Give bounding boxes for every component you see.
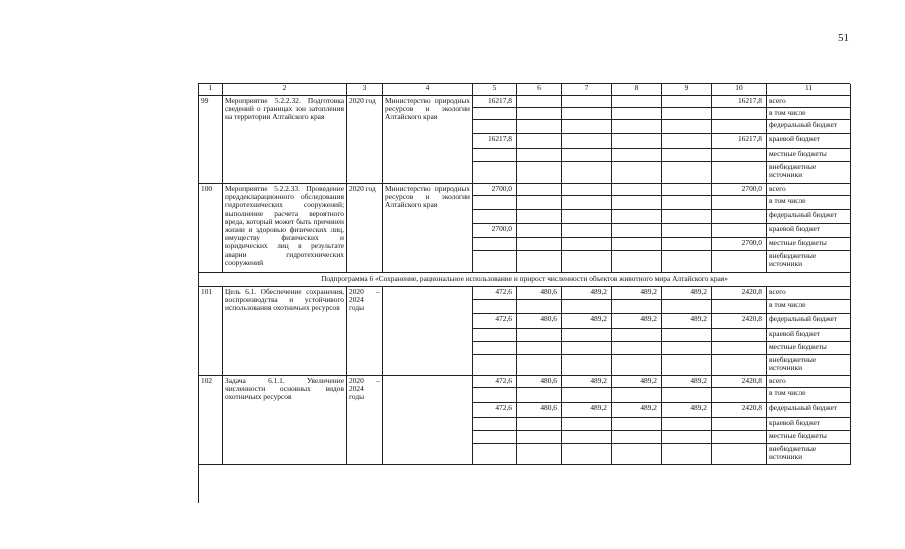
column-header: 6 xyxy=(517,84,562,96)
value-cell xyxy=(712,355,767,376)
funding-source-label: в том числе xyxy=(767,388,851,403)
value-cell xyxy=(662,162,712,184)
value-cell xyxy=(517,251,562,273)
funding-source-label: всего xyxy=(767,287,851,300)
value-cell xyxy=(612,388,662,403)
value-cell xyxy=(517,388,562,403)
measure-name: Мероприятие 5.2.2.32. Подготовка сведений о границах зон затопления на территории Алтайского края xyxy=(223,96,347,184)
value-cell: 480,6 xyxy=(517,287,562,300)
column-header: 8 xyxy=(612,84,662,96)
value-cell: 2420,8 xyxy=(712,314,767,329)
value-cell xyxy=(517,418,562,431)
row-number: 102 xyxy=(199,376,223,465)
period: 2020 – 2024 годы xyxy=(347,376,383,465)
value-cell xyxy=(612,251,662,273)
value-cell xyxy=(517,134,562,149)
value-cell: 2420,8 xyxy=(712,403,767,418)
row-number: 101 xyxy=(199,287,223,376)
value-cell xyxy=(612,238,662,251)
value-cell xyxy=(612,329,662,342)
column-header: 9 xyxy=(662,84,712,96)
value-cell: 16217,8 xyxy=(473,134,517,149)
funding-source-label: местные бюджеты xyxy=(767,431,851,444)
value-cell xyxy=(612,184,662,196)
value-cell xyxy=(662,444,712,465)
value-cell xyxy=(473,196,517,210)
value-cell xyxy=(517,342,562,355)
value-cell xyxy=(712,149,767,162)
value-cell xyxy=(662,134,712,149)
funding-source-label: в том числе xyxy=(767,300,851,314)
measure-name: Цель 6.1. Обеспечение сохранения, воспроизводства и устойчивого использования охотничьих ресурсов xyxy=(223,287,347,376)
value-cell: 489,2 xyxy=(562,403,612,418)
value-cell: 472,6 xyxy=(473,287,517,300)
executor: Министерство природных ресурсов и экологии Алтайского края xyxy=(383,96,473,184)
value-cell xyxy=(473,388,517,403)
value-cell xyxy=(662,329,712,342)
executor xyxy=(383,376,473,465)
value-cell xyxy=(517,184,562,196)
column-header: 10 xyxy=(712,84,767,96)
value-cell xyxy=(562,134,612,149)
value-cell xyxy=(473,238,517,251)
value-cell xyxy=(562,210,612,224)
row-number: 100 xyxy=(199,184,223,273)
value-cell: 16217,8 xyxy=(712,134,767,149)
value-cell xyxy=(473,108,517,120)
funding-source-label: федеральный бюджет xyxy=(767,403,851,418)
value-cell xyxy=(562,342,612,355)
value-cell: 16217,8 xyxy=(712,96,767,108)
column-header: 4 xyxy=(383,84,473,96)
value-cell xyxy=(562,300,612,314)
value-cell xyxy=(517,149,562,162)
value-cell xyxy=(517,96,562,108)
value-cell xyxy=(562,96,612,108)
funding-source-label: краевой бюджет xyxy=(767,418,851,431)
column-header: 11 xyxy=(767,84,851,96)
funding-source-label: местные бюджеты xyxy=(767,238,851,251)
value-cell xyxy=(662,149,712,162)
funding-source-label: внебюджетные источники xyxy=(767,251,851,273)
funding-source-label: местные бюджеты xyxy=(767,342,851,355)
value-cell xyxy=(473,355,517,376)
value-cell xyxy=(562,120,612,134)
column-header: 1 xyxy=(199,84,223,96)
value-cell xyxy=(662,300,712,314)
value-cell xyxy=(612,210,662,224)
value-cell xyxy=(662,224,712,238)
value-cell: 489,2 xyxy=(612,403,662,418)
value-cell xyxy=(562,251,612,273)
value-cell xyxy=(662,184,712,196)
value-cell xyxy=(562,431,612,444)
value-cell: 16217,8 xyxy=(473,96,517,108)
period: 2020 год xyxy=(347,96,383,184)
funding-source-label: внебюджетные источники xyxy=(767,162,851,184)
value-cell xyxy=(473,342,517,355)
budget-table xyxy=(198,83,850,503)
value-cell xyxy=(612,300,662,314)
value-cell xyxy=(712,162,767,184)
value-cell xyxy=(662,342,712,355)
column-header: 7 xyxy=(562,84,612,96)
value-cell xyxy=(562,224,612,238)
value-cell xyxy=(473,162,517,184)
value-cell: 2700,0 xyxy=(473,184,517,196)
value-cell xyxy=(612,431,662,444)
value-cell xyxy=(612,342,662,355)
value-cell xyxy=(662,210,712,224)
value-cell xyxy=(662,238,712,251)
funding-source-label: федеральный бюджет xyxy=(767,210,851,224)
funding-source-label: краевой бюджет xyxy=(767,329,851,342)
value-cell xyxy=(612,149,662,162)
funding-source-label: краевой бюджет xyxy=(767,134,851,149)
value-cell xyxy=(712,329,767,342)
funding-source-label: в том числе xyxy=(767,108,851,120)
value-cell xyxy=(712,210,767,224)
value-cell: 472,6 xyxy=(473,314,517,329)
value-cell xyxy=(473,431,517,444)
value-cell xyxy=(517,431,562,444)
value-cell: 489,2 xyxy=(612,314,662,329)
value-cell xyxy=(562,184,612,196)
column-header: 3 xyxy=(347,84,383,96)
value-cell xyxy=(473,329,517,342)
value-cell: 2420,8 xyxy=(712,287,767,300)
value-cell xyxy=(562,418,612,431)
funding-source-label: местные бюджеты xyxy=(767,149,851,162)
value-cell: 489,2 xyxy=(662,403,712,418)
funding-source-label: в том числе xyxy=(767,196,851,210)
value-cell xyxy=(712,196,767,210)
value-cell: 480,6 xyxy=(517,376,562,388)
period: 2020 – 2024 годы xyxy=(347,287,383,376)
value-cell: 489,2 xyxy=(612,287,662,300)
value-cell xyxy=(712,342,767,355)
value-cell xyxy=(473,149,517,162)
value-cell: 472,6 xyxy=(473,376,517,388)
value-cell xyxy=(562,355,612,376)
value-cell xyxy=(662,120,712,134)
funding-source-label: федеральный бюджет xyxy=(767,314,851,329)
value-cell xyxy=(712,120,767,134)
value-cell xyxy=(612,134,662,149)
executor xyxy=(383,287,473,376)
measure-name: Мероприятие 5.2.2.33. Проведение преддекларационного обследования гидротехнических сооружений; выполнение расчета вероятного вреда, который может быть причинен жизни и здоровью физических лиц, имуществу физических и юридических лиц в результате аварии гидротехнических сооружений xyxy=(223,184,347,273)
value-cell: 2700,0 xyxy=(712,238,767,251)
value-cell: 2700,0 xyxy=(712,184,767,196)
value-cell xyxy=(712,224,767,238)
value-cell xyxy=(473,300,517,314)
funding-source-label: всего xyxy=(767,184,851,196)
value-cell: 480,6 xyxy=(517,403,562,418)
value-cell xyxy=(612,444,662,465)
value-cell xyxy=(712,251,767,273)
value-cell xyxy=(517,444,562,465)
value-cell xyxy=(473,418,517,431)
value-cell xyxy=(517,162,562,184)
value-cell xyxy=(612,96,662,108)
value-cell xyxy=(517,120,562,134)
funding-source-label: федеральный бюджет xyxy=(767,120,851,134)
value-cell xyxy=(517,224,562,238)
value-cell xyxy=(517,196,562,210)
column-header: 2 xyxy=(223,84,347,96)
value-cell xyxy=(517,210,562,224)
value-cell xyxy=(712,431,767,444)
value-cell xyxy=(517,238,562,251)
value-cell xyxy=(662,251,712,273)
value-cell xyxy=(662,418,712,431)
value-cell xyxy=(562,196,612,210)
value-cell xyxy=(612,418,662,431)
measure-name: Задача 6.1.1. Увеличение численности основных видов охотничьих ресурсов xyxy=(223,376,347,465)
funding-source-label: внебюджетные источники xyxy=(767,444,851,465)
value-cell: 480,6 xyxy=(517,314,562,329)
value-cell xyxy=(562,388,612,403)
value-cell xyxy=(517,300,562,314)
value-cell: 489,2 xyxy=(662,287,712,300)
value-cell xyxy=(662,196,712,210)
column-header: 5 xyxy=(473,84,517,96)
value-cell xyxy=(662,108,712,120)
value-cell xyxy=(562,162,612,184)
value-cell xyxy=(517,108,562,120)
value-cell xyxy=(662,96,712,108)
funding-source-label: всего xyxy=(767,376,851,388)
value-cell xyxy=(662,388,712,403)
period: 2020 год xyxy=(347,184,383,273)
value-cell xyxy=(712,444,767,465)
value-cell xyxy=(612,120,662,134)
value-cell xyxy=(612,162,662,184)
funding-source-label: всего xyxy=(767,96,851,108)
subprogram-title: Подпрограмма 6 «Сохранение, рациональное использование и прирост численности объектов животного мира Алтайского края» xyxy=(199,273,851,287)
value-cell xyxy=(562,329,612,342)
value-cell: 2420,8 xyxy=(712,376,767,388)
value-cell xyxy=(562,444,612,465)
value-cell xyxy=(562,238,612,251)
value-cell xyxy=(712,300,767,314)
value-cell: 489,2 xyxy=(562,314,612,329)
value-cell xyxy=(612,196,662,210)
value-cell xyxy=(712,108,767,120)
value-cell xyxy=(612,355,662,376)
value-cell: 489,2 xyxy=(662,376,712,388)
value-cell xyxy=(712,388,767,403)
value-cell: 472,6 xyxy=(473,403,517,418)
value-cell: 489,2 xyxy=(562,287,612,300)
row-number: 99 xyxy=(199,96,223,184)
value-cell xyxy=(712,418,767,431)
funding-source-label: внебюджетные источники xyxy=(767,355,851,376)
value-cell: 489,2 xyxy=(562,376,612,388)
executor: Министерство природных ресурсов и экологии Алтайского края xyxy=(383,184,473,273)
value-cell: 489,2 xyxy=(612,376,662,388)
value-cell: 489,2 xyxy=(662,314,712,329)
value-cell xyxy=(517,329,562,342)
value-cell xyxy=(612,108,662,120)
value-cell xyxy=(473,444,517,465)
value-cell xyxy=(662,355,712,376)
value-cell xyxy=(473,210,517,224)
value-cell xyxy=(473,251,517,273)
value-cell xyxy=(562,108,612,120)
value-cell xyxy=(662,431,712,444)
value-cell: 2700,0 xyxy=(473,224,517,238)
value-cell xyxy=(517,355,562,376)
page-number: 51 xyxy=(838,32,849,44)
funding-source-label: краевой бюджет xyxy=(767,224,851,238)
value-cell xyxy=(612,224,662,238)
value-cell xyxy=(562,149,612,162)
value-cell xyxy=(473,120,517,134)
